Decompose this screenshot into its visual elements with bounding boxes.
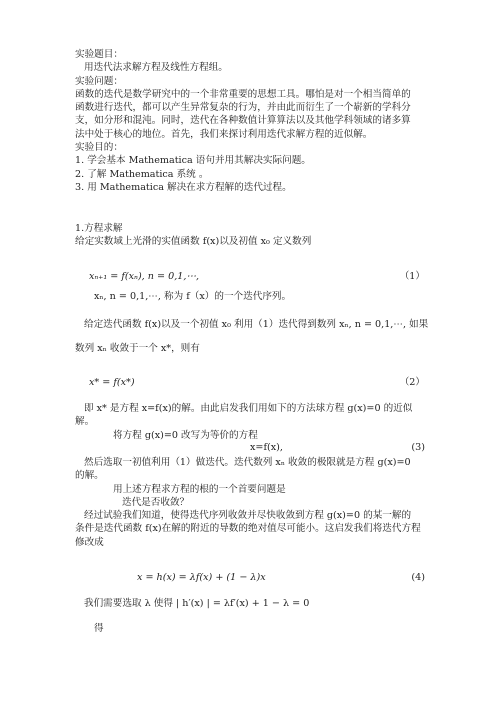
- topic-text: 用迭代法求解方程及线性方程组。: [84, 62, 228, 74]
- header-block: [75, 48, 425, 194]
- paragraph: 的解。: [75, 470, 104, 482]
- equation-number: (4): [411, 572, 425, 583]
- paragraph-block: [75, 342, 425, 355]
- topic-heading: 实验题目：: [75, 49, 123, 60]
- purpose-item: 2. 了解 Mathematica 系统 。: [75, 168, 209, 180]
- paragraph: 用上述方程求方程的根的一个首要问题是: [113, 483, 286, 495]
- paragraph: 迭代是否收敛？: [122, 496, 190, 508]
- paragraph-block: [75, 597, 425, 610]
- paragraph-block: [75, 318, 429, 331]
- paragraph-block: [75, 402, 425, 442]
- equation-text: xₙ₊₁ = f(xₙ), n = 0,1,⋯,: [89, 271, 200, 282]
- paragraph-block: [75, 456, 425, 549]
- section-heading: 1.方程求解: [75, 223, 123, 234]
- paragraph: 得: [94, 623, 104, 634]
- paragraph: 修改成: [75, 536, 104, 548]
- paragraph: 解。: [75, 416, 95, 428]
- paragraph: 给定迭代函数 f(x)以及一个初值 x₀ 利用（1）迭代得到数列 xₙ, n = 0,1,⋯, 如果: [84, 319, 429, 330]
- paragraph: xₙ, n = 0,1,⋯, 称为 f（x）的一个迭代序列。: [94, 291, 292, 302]
- purpose-item: 1. 学会基本 Mathematica 语句并用其解决实际问题。: [75, 155, 311, 167]
- purpose-heading: 实验目的：: [75, 142, 123, 154]
- paragraph: 经过试验我们知道，使得迭代序列收敛并尽快收敛到方程 g(x)=0 的某一解的: [84, 510, 412, 522]
- equation-text: x* = f(x*): [89, 377, 135, 388]
- problem-line: 支，如分形和混沌。同时，迭代在各种数值计算算法以及其他学科领域的诸多算: [75, 115, 411, 127]
- paragraph-block: [75, 622, 425, 635]
- problem-line: 函数进行迭代，都可以产生异常复杂的行为，并由此而衍生了一个崭新的学科分: [75, 102, 411, 114]
- paragraph: 然后选取一初值利用（1）做迭代。迭代数列 xₙ 收敛的极限就是方程 g(x)=0: [84, 457, 411, 468]
- equation-number: (3): [411, 442, 425, 453]
- problem-line: 法中处于核心的地位。首先，我们来探讨利用迭代求解方程的近似解。: [75, 128, 373, 140]
- problem-line: 函数的迭代是数学研究中的一个非常重要的思想工具。哪怕是对一个相当简单的: [75, 88, 411, 100]
- equation-number: （2）: [399, 377, 425, 388]
- paragraph: 条件是迭代函数 f(x)在解的附近的导数的绝对值尽可能小。这启发我们将迭代方程: [75, 523, 421, 535]
- purpose-item: 3. 用 Mathematica 解决在求方程解的迭代过程。: [75, 181, 292, 193]
- paragraph: 将方程 g(x)=0 改写为等价的方程: [113, 429, 258, 441]
- equation-number: （1）: [399, 271, 425, 282]
- problem-heading: 实验问题：: [75, 75, 123, 87]
- equation-text: x = h(x) = λf(x) + (1 − λ)x: [137, 572, 266, 583]
- section-heading-row: [75, 222, 425, 249]
- paragraph: 给定实数域上光滑的实值函数 f(x)以及初值 x₀ 定义数列: [75, 236, 312, 248]
- paragraph: 我们需要选取 λ 使得 | h′(x) | = λf′(x) + 1 − λ = 0: [84, 598, 310, 609]
- paragraph-block: [75, 290, 425, 303]
- equation-text: x=f(x),: [250, 442, 283, 453]
- paragraph: 即 x* 是方程 x=f(x)的解。由此启发我们用如下的方法球方程 g(x)=0 的近似: [84, 403, 413, 414]
- paragraph: 数列 xₙ 收敛于一个 x*，则有: [75, 343, 200, 354]
